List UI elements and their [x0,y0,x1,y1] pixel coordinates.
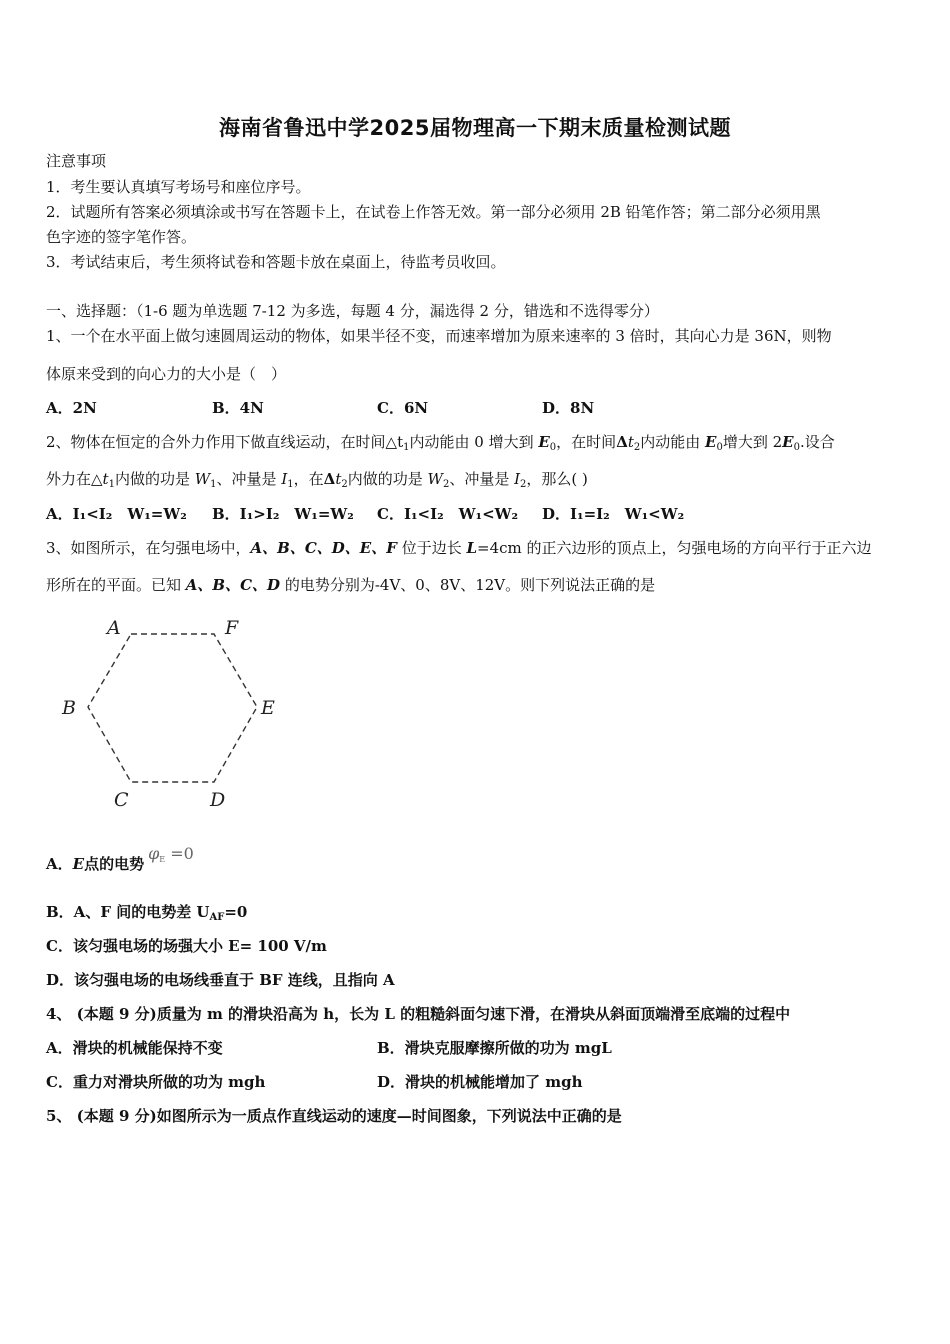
q3-option-b [46,902,247,922]
q2-text: 、冲量是 [216,470,277,488]
q3-option-a-label: A． [46,855,73,873]
q3-text: 的电势分别为-4V、0、8V、12V。则下列说法正确的是 [284,576,656,594]
q3-option-b-text: B．A、F 间的电势差 U [46,903,210,921]
q3-points: A、B、C、D、E、F [250,539,397,557]
q3-text: 3、如图所示，在匀强电场中， [46,539,251,557]
q2-text: 外力在△ [46,470,103,488]
q1-stem-line1: 1、一个在水平面上做匀速圆周运动的物体，如果半径不变，而速率增加为原来速率的 3 倍时，其向心力是 36N，则物 [46,327,832,345]
page-title: 海南省鲁迅中学2025届物理高一下期末质量检测试题 [219,116,731,140]
q3-points: A、B、C、D [185,576,281,594]
q2-text: 内动能由 [640,433,701,451]
notice-item-2: 2．试题所有答案必须填涂或书写在答题卡上，在试卷上作答无效。第一部分必须用 2B 铅笔作答；第二部分必须用黑 [46,203,821,221]
q3-option-b-subscript: AF [209,912,225,923]
phi-symbol: φ [148,844,160,863]
q1-stem-line2: 体原来受到的向心力的大小是（ ） [46,365,287,383]
q1-option-a: A．2N [46,399,97,417]
q3-stem-line1 [46,538,872,558]
q4-stem: 4、 (本题 9 分)质量为 m 的滑块沿高为 h，长为 L 的粗糙斜面匀速下滑，在滑块从斜面顶端滑至底端的过程中 [46,1005,791,1023]
phi-equals: =0 [170,844,194,863]
q3-option-a-formula [148,844,194,863]
vertex-label-b: B [62,697,76,719]
q2-option-c: C．I₁<I₂ W₁<W₂ [377,505,519,523]
notice-item-3: 3．考试结束后，考生须将试卷和答题卡放在桌面上，待监考员收回。 [46,253,506,271]
q2-text: 内做的功是 [347,470,423,488]
q4-option-a: A．滑块的机械能保持不变 [46,1039,223,1057]
q2-option-a: A．I₁<I₂ W₁=W₂ [46,505,187,523]
q3-option-d: D．该匀强电场的电场线垂直于 BF 连线，且指向 A [46,971,395,989]
q4-option-d: D．滑块的机械能增加了 mgh [377,1073,583,1091]
section-heading: 一、选择题：（1-6 题为单选题 7-12 为多选，每题 4 分，漏选得 2 分，错选和不选得零分） [46,302,659,320]
hexagon-dashed-outline [88,634,257,782]
q4-option-c: C．重力对滑块所做的功为 mgh [46,1073,266,1091]
vertex-label-a: A [107,617,121,639]
q2-text: ，那么( ) [526,470,588,488]
q3-text: 形所在的平面。已知 [46,576,182,594]
q2-text: 2、物体在恒定的合外力作用下做直线运动，在时间△t [46,433,404,451]
q2-text: 增大到 2 [722,433,783,451]
q1-option-c: C．6N [377,399,429,417]
vertex-label-f: F [225,617,239,639]
q3-option-a [46,844,194,874]
q1-option-b: B．4N [212,399,264,417]
q3-option-a-text: 点的电势 [84,855,145,873]
q5-stem: 5、 (本题 9 分)如图所示为一质点作直线运动的速度—时间图象，下列说法中正确的是 [46,1107,622,1125]
vertex-label-e: E [261,697,275,719]
vertex-label-d: D [210,789,226,811]
q3-text: =4cm 的正六边形的顶点上，匀强电场的方向平行于正六边 [477,539,872,557]
q3-option-b-value: =0 [224,903,248,921]
q4-option-b: B．滑块克服摩擦所做的功为 mgL [377,1039,612,1057]
q3-text: 位于边长 [401,539,462,557]
q3-option-c: C．该匀强电场的场强大小 E= 100 V/m [46,937,327,955]
notice-heading: 注意事项 [46,152,107,170]
q2-option-b: B．I₁>I₂ W₁=W₂ [212,505,354,523]
vertex-label-c: C [114,789,129,811]
q3-side-length-symbol: L [466,539,478,557]
phi-subscript: E [159,855,166,864]
q3-option-a-symbol: E [72,855,85,873]
notice-item-2-cont: 色字迹的签字笔作答。 [46,228,197,246]
q2-text: 内做的功是 [114,470,190,488]
q2-stem-line2: 外力在$\triangle t_1$内做的功是 $W_1$、冲量是 $I_1$，在$\Delta t_2$内做的功是 $W_2$、冲量是 $I_2$，那么( ) [46,470,588,490]
q3-stem-line2 [46,575,655,595]
q2-option-d: D．I₁=I₂ W₁<W₂ [542,505,685,523]
q2-text: 、冲量是 [449,470,510,488]
notice-item-1: 1．考生要认真填写考场号和座位序号。 [46,178,311,196]
hexagon-figure [55,612,295,812]
q2-text: .设合 [799,433,835,451]
q2-text: 内动能由 0 增大到 [409,433,534,451]
q1-option-d: D．8N [542,399,595,417]
q2-text: ，在时间 [556,433,617,451]
q2-text: ，在 [293,470,324,488]
q2-stem-line1: 2、物体在恒定的合外力作用下做直线运动，在时间$\triangle t_1$内动能由 0 增大到 $E_0$，在时间$\Delta t_2$内动能由 $E_0$增大到 $2E_0$.设合 [46,433,835,453]
hexagon-diagram [55,612,295,812]
